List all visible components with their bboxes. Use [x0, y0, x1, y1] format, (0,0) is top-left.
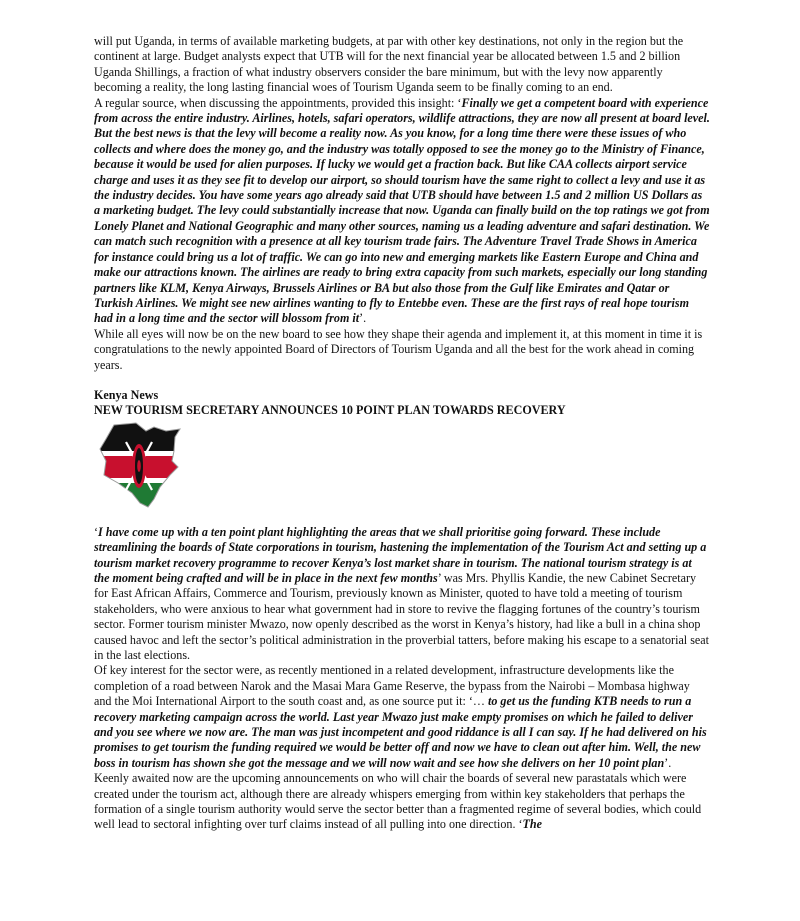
paragraph-source-insight [94, 96, 710, 327]
kandie-attribution: ’ was Mrs. Phyllis Kandie, the new Cabinet Secretary for East African Affairs, Commerce and Tourism, previously known as Minister, quoted to have told a meeting of tourism stakeholders, who were anxious to hear what government had in store to revive the flagging fortunes of the country’s tourism sector. Former tourism minister Mwazo, now openly described as the worst in Kenya’s history, had like a bull in a china shop caused havoc and left the sector’s political administration in the proverbial tatters, before making his escape to a senatorial seat in the last elections. [94, 570, 709, 662]
paragraph-infrastructure [94, 663, 710, 771]
quote-open-mark: ‘ [94, 524, 99, 539]
infrastructure-quote: to get us the funding KTB needs to run a recovery marketing campaign across the world. Last year Mwazo just make empty promises on which he failed to deliver and you see where we now are. The man was just incompetent and good riddance is all I can say. If he had delivered on his promises to get tourism the funding required we would be better off and now we have to clean out after him. Well, the new boss in tourism has shown she got the message and we will now wait and see how she delivers on her 10 point plan [94, 694, 707, 770]
infrastructure-quote-close: ’. [664, 755, 672, 770]
kenya-flag-map-icon [96, 421, 710, 511]
parastatals-lead: Keenly awaited now are the upcoming announcements on who will chair the boards of several new parastatals which were created under the tourism act, although there are already whispers emerging from within key stakeholders that perhaps the formation of a single tourism authority would serve the sector better than a fragmented regime of several bodies, which could well lead to sectoral infighting over turf claims instead of all pulling into one direction. ‘ [94, 771, 702, 832]
paragraph-parastatals [94, 771, 710, 833]
source-quote: Finally we get a competent board with experience from across the entire industry. Airlines, hotels, safari operators, wildlife attractions, they are now all present at board level. But the best news is that the levy will become a reality now. As you know, for a long time there were these issues of who collects and where does the money go, and the industry was totally opposed to see the money go to the Ministry of Finance, because it would be used for alien purposes. If lucky we would get a fraction back. But like CAA collects airport service charge and uses it as they see fit to develop our airport, so should tourism have the same right to collect a levy and use it as the industry decides. You have some years ago already said that UTB should have between 1.5 and 2 million US Dollars as a marketing budget. The levy could substantially increase that now. Uganda can finally build on the top ratings we got from Lonely Planet and National Geographic and many other sources, naming us a leading adventure and safari destination. We can match such recognition with a presence at all key tourism trade fairs. The Adventure Travel Trade Shows in America for instance could bring us a lot of traffic. We can go into new and emerging markets like Eastern Europe and China and make our attractions known. The airlines are ready to bring extra capacity from such markets, especially our long standing partners like KLM, Kenya Airways, Brussels Airlines or BA but also those from the Gulf like Emirates and Qatar or Turkish Airlines. We might see new airlines wanting to fly to Entebbe even. These are the first rays of real hope tourism had in a long time and the sector will blossom from it [94, 95, 710, 326]
section-label: Kenya News [94, 387, 159, 402]
kandie-quote: I have come up with a ten point plant highlighting the areas that we shall prioritise going forward. These include streamlining the boards of State corporations in tourism, hastening the implementation of the Tourism Act and setting up a tourism market recovery programme to recover Kenya’s lost market share in tourism. The national tourism strategy is at the moment being crafted and will be in place in the next few months [94, 524, 707, 585]
paragraph-uganda-budget: will put Uganda, in terms of available marketing budgets, at par with other key destinations, not only in the region but the continent at large. Budget analysts expect that UTB will for the next financial year be allocated between 1.5 and 2 billion Uganda Shillings, a fraction of what industry observers consider the bare minimum, but with the levy now apparently becoming a reality, the long lasting financial woes of Tourism Uganda seem to be finally coming to an end. [94, 34, 684, 95]
infrastructure-lead: Of key interest for the sector were, as recently mentioned in a related development, infrastructure developments like the completion of a road between Narok and the Masai Mara Game Reserve, the bypass from the Nairobi – Mombasa highway and the Moi International Airport to the south coast and, as one source put it: ‘… [94, 663, 690, 709]
source-lead: A regular source, when discussing the appointments, provided this insight: ‘ [94, 95, 462, 110]
source-quote-close: ’. [359, 311, 367, 326]
article-page [94, 34, 710, 833]
article-headline: NEW TOURISM SECRETARY ANNOUNCES 10 POINT PLAN TOWARDS RECOVERY [94, 403, 566, 418]
paragraph-congratulations: While all eyes will now be on the new board to see how they shape their agenda and implement it, at this moment in time it is congratulations to the newly appointed Board of Directors of Tourism Uganda and all the best for the work ahead in coming years. [94, 326, 703, 372]
paragraph-ten-point-plan [94, 525, 710, 664]
parastatals-quote: The [522, 817, 543, 832]
